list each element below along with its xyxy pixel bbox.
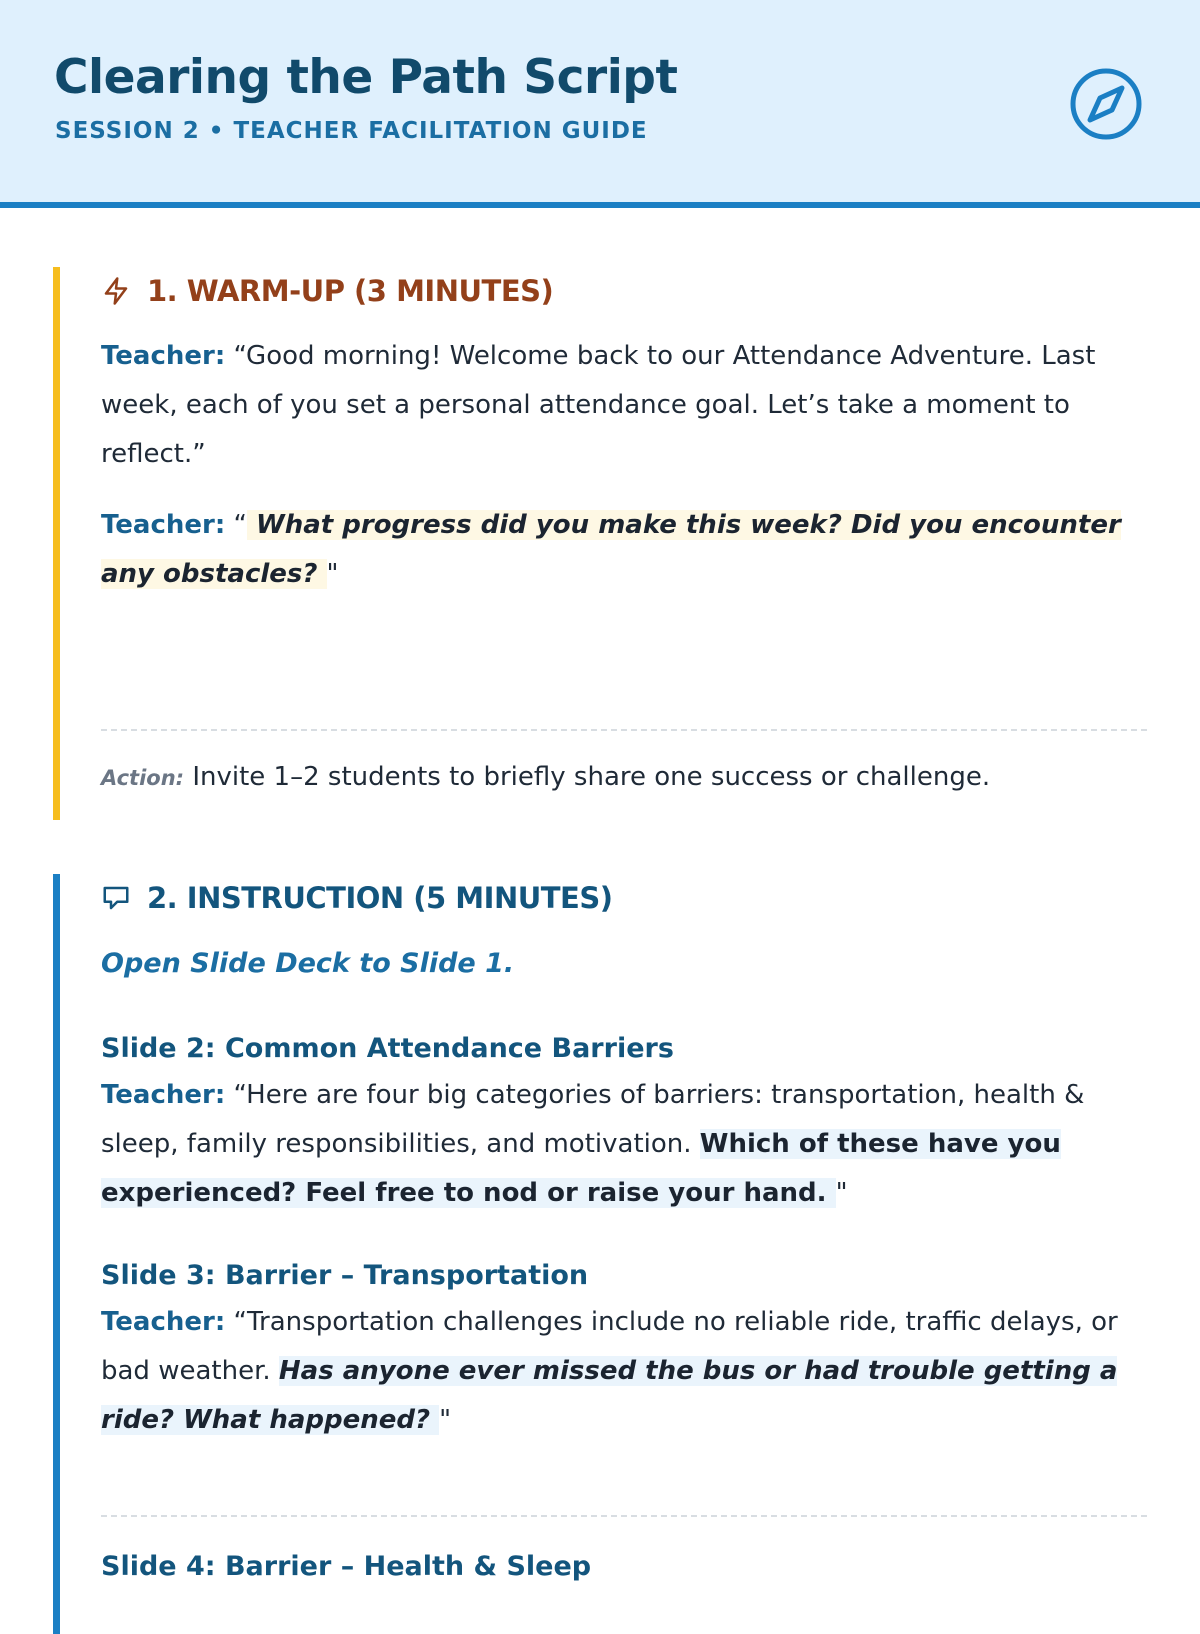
slide-title: Slide 4: Barrier – Health & Sleep bbox=[101, 1551, 592, 1582]
teacher-label: Teacher: bbox=[101, 341, 226, 371]
teacher-label: Teacher: bbox=[101, 1080, 226, 1110]
slide-question: Which of these have you experienced? Feel free to nod or raise your hand. bbox=[101, 1129, 1061, 1208]
instruction-section bbox=[53, 874, 1147, 1634]
presentation-icon bbox=[101, 883, 131, 913]
page-title: Clearing the Path Script bbox=[54, 50, 678, 105]
slide-teacher-line bbox=[101, 1298, 1147, 1445]
teacher-label: Teacher: bbox=[101, 510, 226, 540]
warmup-heading-text: 1. WARM-UP (3 MINUTES) bbox=[147, 274, 554, 308]
slide-title: Slide 2: Common Attendance Barriers bbox=[101, 1033, 674, 1064]
page-header bbox=[0, 0, 1200, 208]
lightning-icon bbox=[101, 276, 131, 306]
instruction-heading bbox=[101, 874, 1147, 922]
slide-deck-note: Open Slide Deck to Slide 1. bbox=[101, 948, 515, 979]
action-label: Action: bbox=[101, 766, 185, 790]
teacher-label: Teacher: bbox=[101, 1307, 226, 1337]
compass-icon bbox=[1068, 66, 1144, 142]
action-text: Invite 1–2 students to briefly share one success or challenge. bbox=[192, 762, 991, 792]
divider bbox=[101, 729, 1147, 731]
instruction-heading-text: 2. INSTRUCTION (5 MINUTES) bbox=[147, 881, 613, 915]
warmup-question-line bbox=[101, 501, 1147, 599]
open-quote: “ bbox=[233, 510, 247, 540]
warmup-line-text: “Good morning! Welcome back to our Attendance Adventure. Last week, each of you set a personal attendance goal. Let’s take a moment to reflect.” bbox=[101, 341, 1096, 469]
warmup-action bbox=[101, 753, 1147, 803]
slide-question: Has anyone ever missed the bus or had trouble getting a ride? What happened? bbox=[101, 1356, 1118, 1435]
slide-title: Slide 3: Barrier – Transportation bbox=[101, 1260, 589, 1291]
page-subtitle: SESSION 2 • TEACHER FACILITATION GUIDE bbox=[55, 118, 648, 144]
warmup-section bbox=[53, 267, 1147, 820]
warmup-teacher-line bbox=[101, 332, 1147, 479]
slide-teacher-line bbox=[101, 1071, 1147, 1218]
close-quote: " bbox=[439, 1405, 452, 1435]
slide-text: “Here are four big categories of barriers: transportation, health & sleep, family responsibilities, and motivation. bbox=[101, 1080, 1085, 1159]
close-quote: " bbox=[326, 559, 339, 589]
warmup-question: What progress did you make this week? Did you encounter any obstacles? bbox=[101, 510, 1121, 589]
slide-text: “Transportation challenges include no reliable ride, traffic delays, or bad weather. bbox=[101, 1307, 1118, 1386]
close-quote: " bbox=[835, 1178, 848, 1208]
divider bbox=[101, 1515, 1147, 1517]
warmup-heading bbox=[101, 267, 1147, 315]
